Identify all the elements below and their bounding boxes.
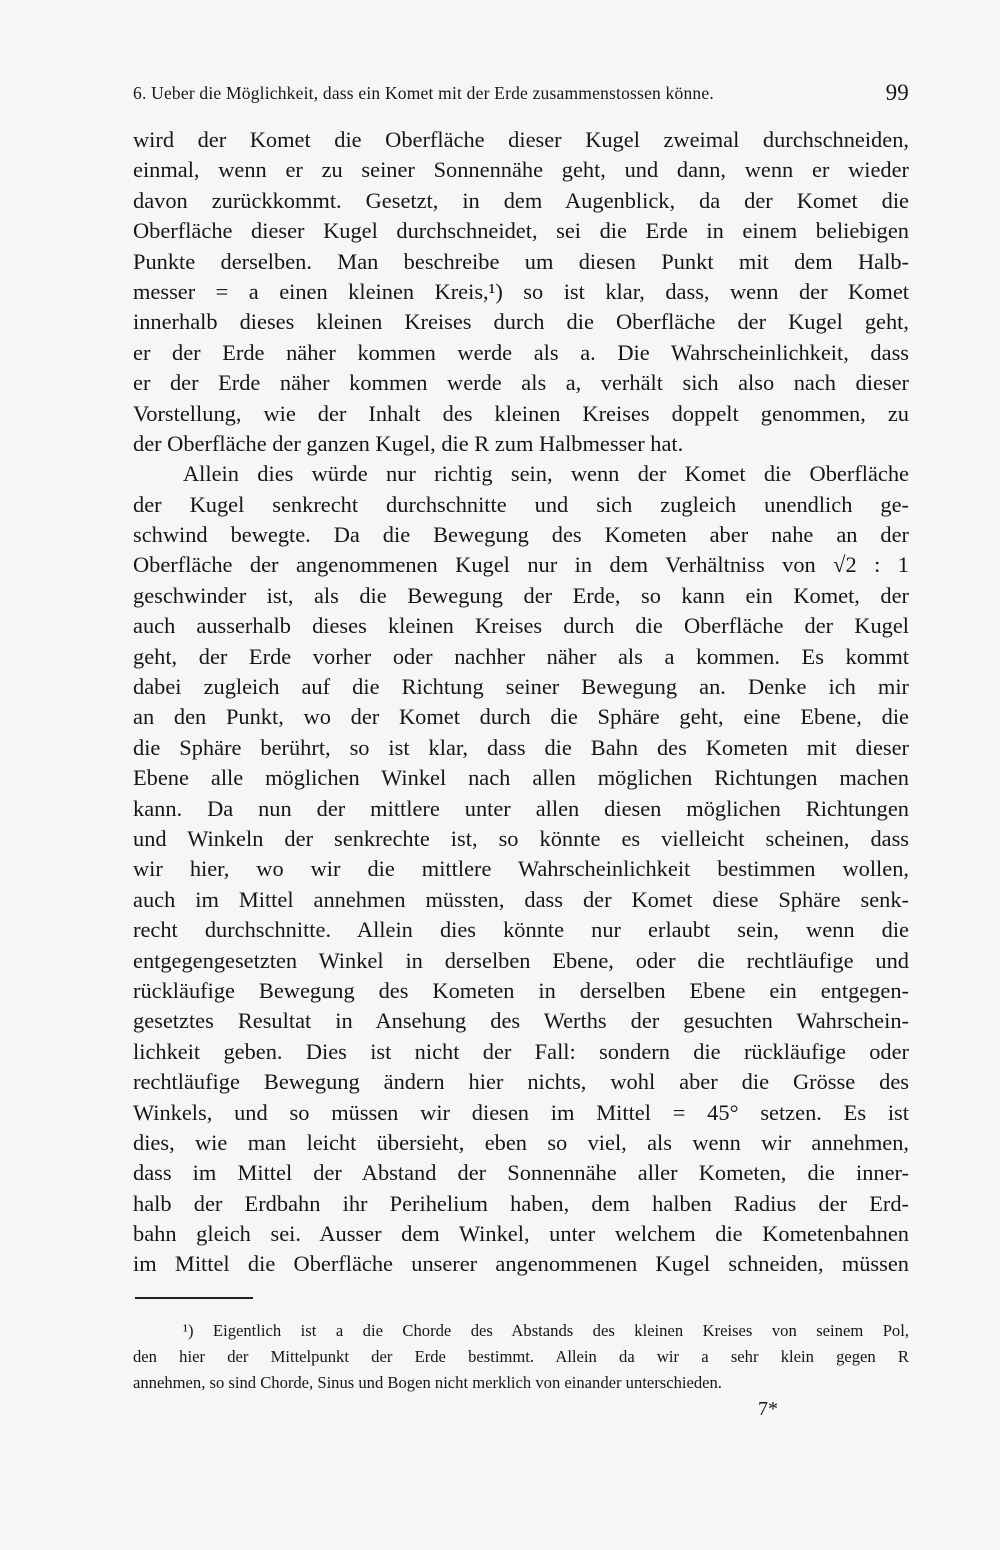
footnote-line: ¹) Eigentlich ist a die Chorde des Abstands des kleinen Kreises von seinem Pol, [183, 1321, 909, 1340]
signature-mark: 7* [758, 1398, 778, 1420]
text-line: an den Punkt, wo der Komet durch die Sphäre geht, eine Ebene, die [133, 704, 909, 730]
text-line: rechtläufige Bewegung ändern hier nichts, wohl aber die Grösse des [133, 1069, 909, 1095]
text-line: rückläufige Bewegung des Kometen in derselben Ebene ein entgegen- [133, 977, 909, 1003]
text-line: entgegengesetzten Winkel in derselben Ebene, oder die rechtläufige und [133, 947, 909, 973]
text-line: er der Erde näher kommen werde als a. Die Wahrscheinlichkeit, dass [133, 339, 909, 365]
text-line: davon zurückkommt. Gesetzt, in dem Augenblick, da der Komet die [133, 187, 909, 213]
text-line: Oberfläche dieser Kugel durchschneidet, sei die Erde in einem beliebigen [133, 218, 909, 244]
text-line: kann. Da nun der mittlere unter allen diesen möglichen Richtungen [133, 795, 909, 821]
text-line: Oberfläche der angenommenen Kugel nur in dem Verhältniss von √2 : 1 [133, 552, 909, 578]
text-line: die Sphäre berührt, so ist klar, dass die Bahn des Kometen mit dieser [133, 734, 909, 760]
text-line: dabei zugleich auf die Richtung seiner Bewegung an. Denke ich mir [133, 674, 909, 700]
text-line: und Winkeln der senkrechte ist, so könnte es vielleicht scheinen, dass [133, 825, 909, 851]
text-line: gesetztes Resultat in Ansehung des Werths der gesuchten Wahrschein- [133, 1008, 909, 1034]
text-line: wird der Komet die Oberfläche dieser Kugel zweimal durchschneiden, [133, 127, 909, 152]
text-line: er der Erde näher kommen werde als a, verhält sich also nach dieser [133, 370, 909, 396]
page-number: 99 [885, 80, 909, 105]
text-line: auch ausserhalb dieses kleinen Kreises durch die Oberfläche der Kugel [133, 613, 909, 639]
running-header [133, 78, 909, 108]
text-line: recht durchschnitte. Allein dies könnte nur erlaubt sein, wenn die [133, 917, 909, 943]
text-line: geht, der Erde vorher oder nachher näher als a kommen. Es kommt [133, 643, 909, 669]
text-line: Winkels, und so müssen wir diesen im Mittel = 45° setzen. Es ist [133, 1099, 909, 1125]
text-line: halb der Erdbahn ihr Perihelium haben, dem halben Radius der Erd- [133, 1190, 909, 1216]
text-line: wir hier, wo wir die mittlere Wahrscheinlichkeit bestimmen wollen, [133, 856, 909, 882]
text-line: der Kugel senkrecht durchschnitte und sich zugleich unendlich ge- [133, 491, 909, 517]
text-line: dies, wie man leicht übersieht, eben so viel, als wenn wir annehmen, [133, 1129, 909, 1155]
text-line: im Mittel die Oberfläche unserer angenommenen Kugel schneiden, müssen [133, 1251, 909, 1277]
body-text [133, 125, 909, 1280]
text-line: lichkeit geben. Dies ist nicht der Fall: sondern die rückläufige oder [133, 1038, 909, 1064]
footnote-line: den hier der Mittelpunkt der Erde bestimmt. Allein da wir a sehr klein gegen R [133, 1347, 909, 1366]
text-line: der Oberfläche der ganzen Kugel, die R zum Halbmesser hat. [133, 430, 684, 456]
footnote [133, 1318, 909, 1396]
text-line: Vorstellung, wie der Inhalt des kleinen Kreises doppelt genommen, zu [133, 400, 909, 426]
text-line: einmal, wenn er zu seiner Sonnennähe geht, und dann, wenn er wieder [133, 157, 909, 183]
text-line: dass im Mittel der Abstand der Sonnennähe aller Kometen, die inner- [133, 1160, 909, 1186]
running-title: 6. Ueber die Möglichkeit, dass ein Komet mit der Erde zusammenstossen könne. [133, 82, 714, 103]
paragraph-start-line: Allein dies würde nur richtig sein, wenn der Komet die Oberfläche [183, 461, 909, 487]
text-line: bahn gleich sei. Ausser dem Winkel, unter welchem die Kometenbahnen [133, 1221, 909, 1247]
text-line: geschwinder ist, als die Bewegung der Erde, so kann ein Komet, der [133, 582, 909, 608]
footnote-separator [135, 1297, 253, 1299]
text-line: schwind bewegte. Da die Bewegung des Kometen aber nahe an der [133, 522, 909, 548]
text-line: messer = a einen kleinen Kreis,¹) so ist klar, dass, wenn der Komet [133, 278, 909, 304]
text-line: auch im Mittel annehmen müssten, dass der Komet diese Sphäre senk- [133, 886, 909, 912]
footnote-line: annehmen, so sind Chorde, Sinus und Bogen nicht merklich von einander unterschieden. [133, 1373, 722, 1392]
text-line: innerhalb dieses kleinen Kreises durch die Oberfläche der Kugel geht, [133, 309, 909, 335]
text-line: Punkte derselben. Man beschreibe um diesen Punkt mit dem Halb- [133, 248, 909, 274]
text-line: Ebene alle möglichen Winkel nach allen möglichen Richtungen machen [133, 765, 909, 791]
